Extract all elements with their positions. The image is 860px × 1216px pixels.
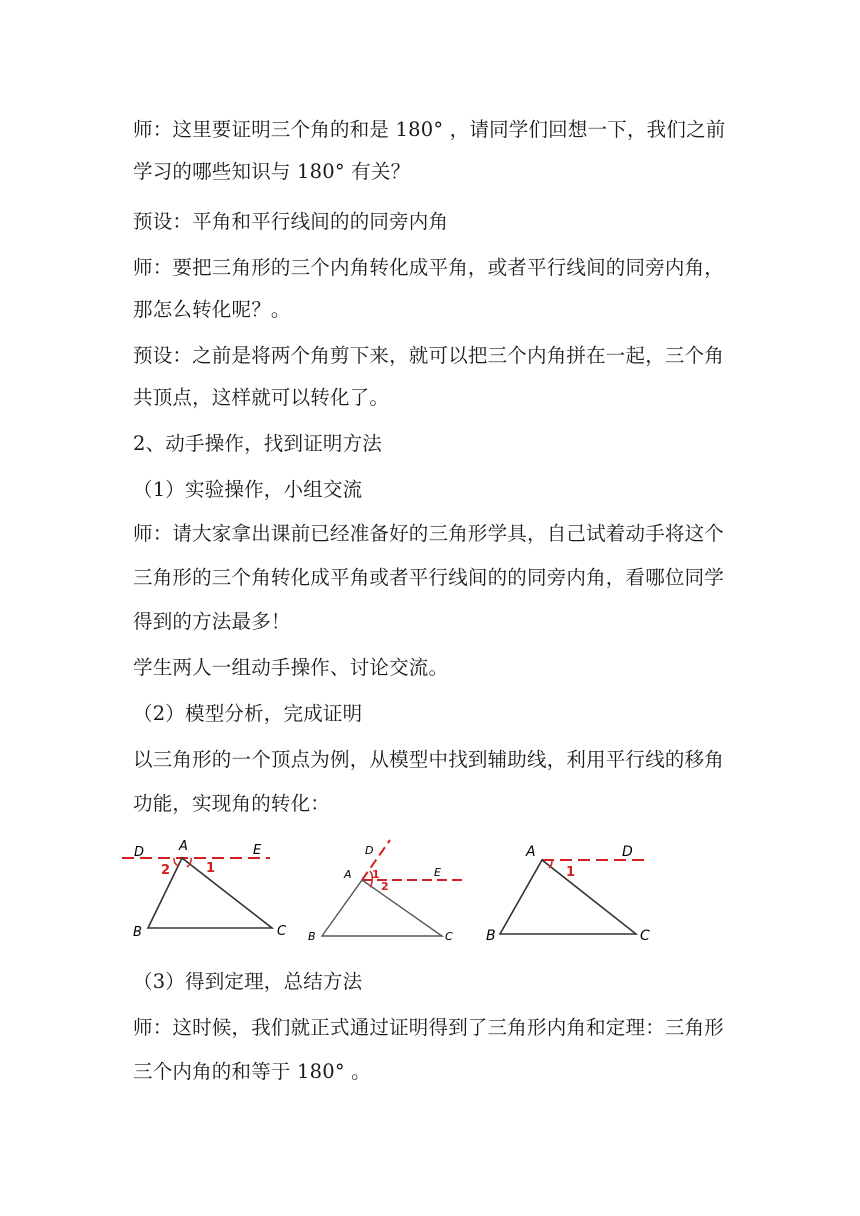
paragraph: 以三角形的一个顶点为例，从模型中找到辅助线，利用平行线的移角 — [133, 748, 725, 771]
paragraph: 预设：平角和平行线间的的同旁内角 — [133, 210, 449, 233]
label-c: C — [445, 930, 453, 943]
paragraph: 师：这时候，我们就正式通过证明得到了三角形内角和定理：三角形 — [133, 1016, 725, 1039]
label-d: D — [365, 844, 374, 857]
paragraph: 共顶点，这样就可以转化了。 — [133, 386, 390, 409]
paragraph: 三角形的三个角转化成平角或者平行线间的的同旁内角，看哪位同学 — [133, 566, 725, 589]
label-e: E — [434, 866, 441, 879]
paragraph: 学习的哪些知识与 180° 有关？ — [133, 160, 411, 183]
angle-label-2: 2 — [161, 863, 171, 878]
paragraph: 功能，实现角的转化： — [133, 792, 331, 815]
paragraph: 预设：之前是将两个角剪下来，就可以把三个内角拼在一起，三个角 — [133, 344, 725, 367]
subsection-heading: （2）模型分析，完成证明 — [133, 702, 363, 725]
triangle-figure-1 — [120, 836, 290, 946]
paragraph: 师：要把三角形的三个内角转化成平角，或者平行线间的同旁内角， — [133, 256, 725, 279]
label-a: A — [179, 839, 188, 854]
paragraph: 得到的方法最多！ — [133, 610, 291, 633]
triangle-figure-2 — [300, 836, 470, 946]
section-heading: 2、动手操作，找到证明方法 — [133, 432, 383, 455]
paragraph: 那怎么转化呢？。 — [133, 298, 291, 321]
paragraph: 师：请大家拿出课前已经准备好的三角形学具，自己试着动手将这个 — [133, 522, 725, 545]
subsection-heading: （1）实验操作，小组交流 — [133, 478, 363, 501]
subsection-heading: （3）得到定理，总结方法 — [133, 970, 363, 993]
paragraph: 三个内角的和等于 180° 。 — [133, 1060, 371, 1083]
label-a: A — [526, 844, 536, 860]
label-e: E — [253, 843, 262, 858]
label-c: C — [640, 928, 650, 944]
label-b: B — [308, 930, 316, 943]
label-b: B — [486, 928, 496, 944]
angle-label-1: 1 — [206, 861, 216, 876]
label-a: A — [344, 868, 352, 881]
label-b: B — [133, 925, 142, 940]
triangle-figure-3 — [480, 836, 660, 946]
label-c: C — [277, 924, 287, 939]
angle-label-1: 1 — [372, 868, 380, 881]
label-d: D — [134, 845, 145, 860]
label-d: D — [622, 844, 633, 860]
paragraph: 师：这里要证明三个角的和是 180° ，请同学们回想一下，我们之前 — [133, 118, 726, 141]
angle-label-2: 2 — [381, 880, 389, 893]
angle-label-1: 1 — [566, 865, 576, 880]
paragraph: 学生两人一组动手操作、讨论交流。 — [133, 656, 449, 679]
